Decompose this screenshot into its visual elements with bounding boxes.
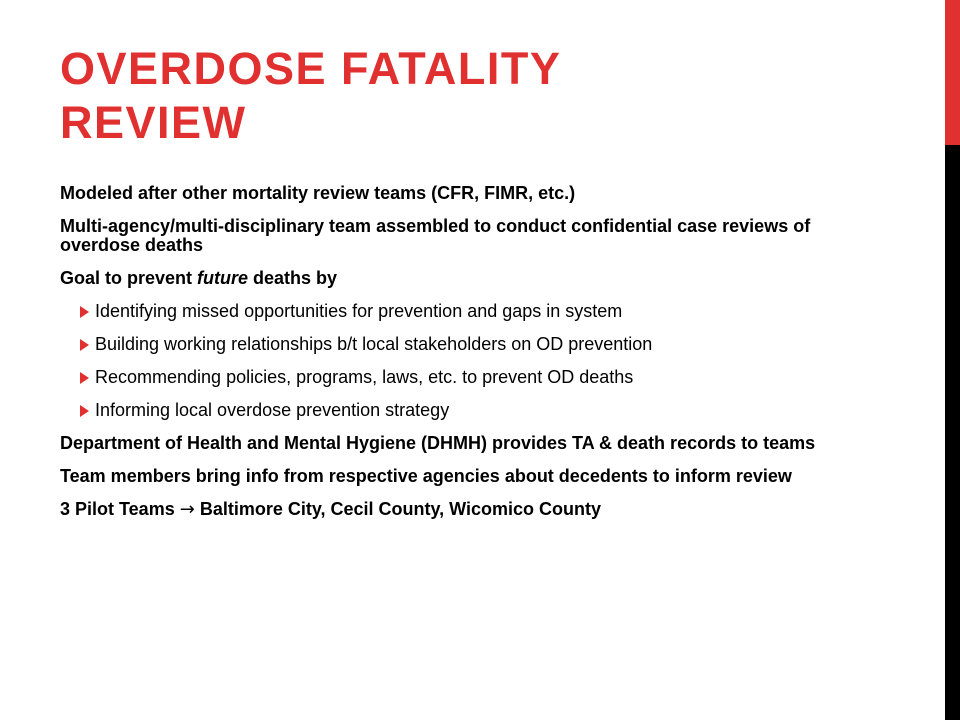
slide-title bbox=[60, 42, 920, 150]
goal-prefix-text: Goal to prevent bbox=[60, 268, 198, 288]
bullet-item bbox=[80, 401, 860, 420]
body-paragraph-multi-agency-team: Multi-agency/multi-disciplinary team assembled to conduct confidential case reviews of overdose deaths bbox=[60, 216, 811, 255]
pilot-suffix-text: Baltimore City, Cecil County, Wicomico County bbox=[194, 499, 602, 519]
bullet-text: Recommending policies, programs, laws, etc. to prevent OD deaths bbox=[95, 367, 634, 387]
body-paragraph-team-members: Team members bring info from respective agencies about decedents to inform review bbox=[60, 466, 792, 486]
slide-body bbox=[60, 184, 860, 533]
bullet-text: Identifying missed opportunities for prevention and gaps in system bbox=[95, 301, 623, 321]
bullet-text: Building working relationships b/t local stakeholders on OD prevention bbox=[95, 334, 653, 354]
body-paragraph-mortality-review: Modeled after other mortality review teams (CFR, FIMR, etc.) bbox=[60, 183, 576, 203]
right-arrow-icon: → bbox=[179, 499, 195, 520]
body-paragraph-pilot-teams bbox=[60, 500, 860, 519]
bullet-item bbox=[80, 368, 860, 387]
triangle-bullet-icon bbox=[80, 372, 89, 384]
bullet-text: Informing local overdose prevention strategy bbox=[95, 400, 450, 420]
goal-suffix-text: deaths by bbox=[248, 268, 338, 288]
body-paragraph-goal bbox=[60, 269, 860, 288]
triangle-bullet-icon bbox=[80, 306, 89, 318]
slide-title-line-1: OVERDOSE FATALITY bbox=[60, 43, 562, 94]
triangle-bullet-icon bbox=[80, 405, 89, 417]
pilot-prefix-text: 3 Pilot Teams bbox=[60, 499, 180, 519]
side-accent-bar-black bbox=[945, 145, 960, 720]
goal-emphasis-text: future bbox=[197, 268, 249, 288]
bullet-item bbox=[80, 302, 860, 321]
triangle-bullet-icon bbox=[80, 339, 89, 351]
side-accent-bar-red bbox=[945, 0, 960, 145]
body-paragraph-dhmh: Department of Health and Mental Hygiene (DHMH) provides TA & death records to teams bbox=[60, 433, 816, 453]
bullet-item bbox=[80, 335, 860, 354]
slide-title-line-2: REVIEW bbox=[60, 97, 247, 148]
